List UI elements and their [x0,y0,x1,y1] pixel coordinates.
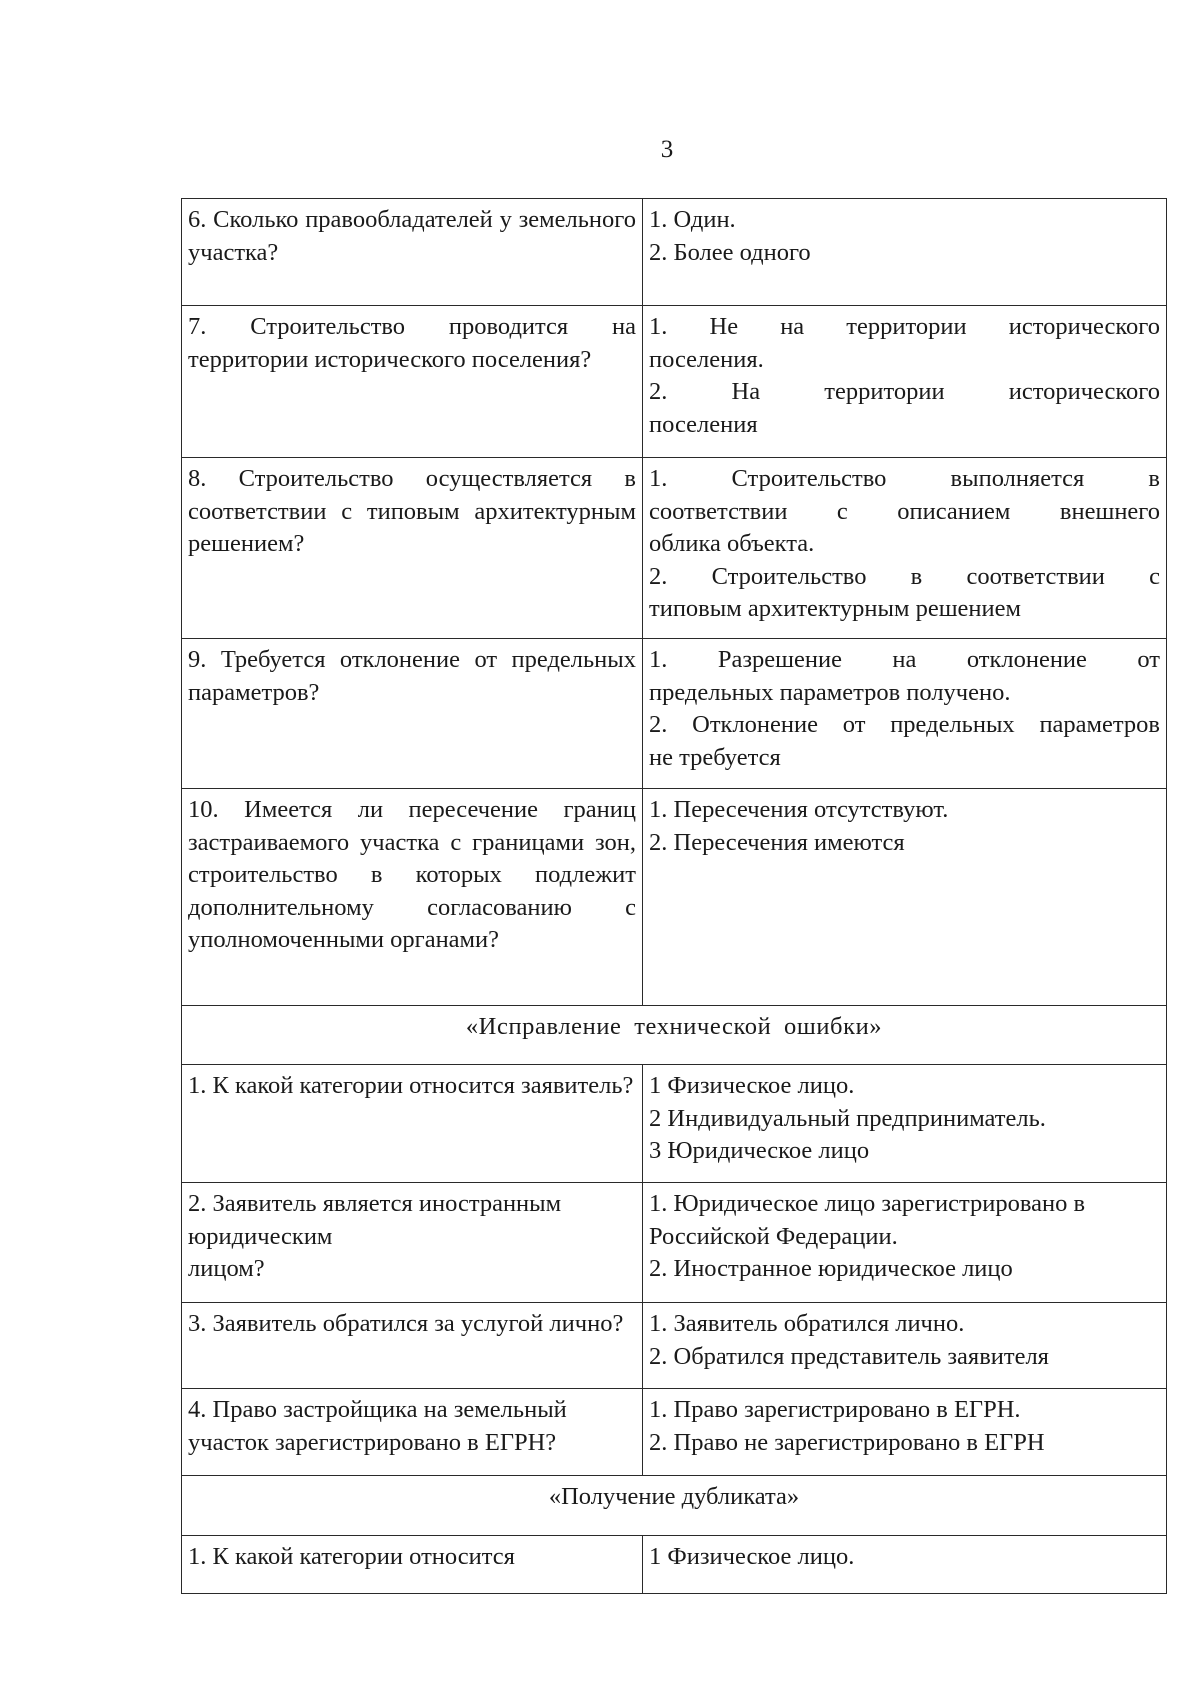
section-header-tech-error: «Исправление технической ошибки» [182,1006,1167,1065]
answer-line: 2. Иностранное юридическое лицо [649,1255,1013,1282]
answer-line: Российской Федерации. [649,1222,898,1250]
answer-cell [643,1389,1167,1476]
answer-line: 1. Разрешение на отклонение от [649,646,1160,673]
table-row [182,1065,1167,1183]
section-row [182,1476,1167,1536]
question-cell: 4. Право застройщика на земельный участок зарегистрировано в ЕГРН? [182,1389,643,1476]
answer-line: 1. Строительство выполняется в [649,465,1160,492]
table-row [182,1536,1167,1594]
question-cell: 7. Строительство проводится на территории исторического поселения? [182,306,643,458]
section-row [182,1006,1167,1065]
question-line: юридическим [188,1222,333,1250]
answer-line: облика объекта. [649,530,815,557]
answer-cell [643,1183,1167,1303]
answer-line: 1 Физическое лицо. [649,1072,855,1099]
question-cell: 8. Строительство осуществляется в соответствии с типовым архитектурным решением? [182,458,643,639]
answer-line: 1. Юридическое лицо зарегистрировано в [649,1190,1086,1217]
answer-line: поселения [649,410,758,438]
section-header-duplicate: «Получение дубликата» [182,1476,1167,1536]
answer-line: 1. Право зарегистрировано в ЕГРН. [649,1396,1021,1423]
questionnaire-table [181,198,1167,1594]
answer-line: 1. Один. [649,206,736,233]
table-row [182,1389,1167,1476]
answer-line: предельных параметров получено. [649,678,1011,706]
answer-cell [643,306,1167,458]
answer-line: 2. Пересечения имеются [649,828,905,856]
answer-line: 2. На территории исторического [649,378,1160,405]
answer-line: 3 Юридическое лицо [649,1137,870,1164]
answer-line: поселения. [649,345,764,373]
answer-line: 2. Обратился представитель заявителя [649,1342,1049,1370]
question-cell: 3. Заявитель обратился за услугой лично? [182,1303,643,1389]
answer-cell [643,1065,1167,1183]
answer-line: 2 Индивидуальный предприниматель. [649,1104,1046,1132]
answer-line: 2. Более одного [649,238,811,266]
question-cell: 1. К какой категории относится заявитель? [182,1065,643,1183]
answer-cell [643,639,1167,789]
answer-line: 1. Пересечения отсутствуют. [649,796,949,823]
table-row [182,306,1167,458]
table-row [182,199,1167,306]
answer-line: типовым архитектурным решением [649,595,1022,622]
answer-cell [643,789,1167,1006]
question-cell [182,1183,643,1303]
table-row [182,789,1167,1006]
answer-cell [643,1303,1167,1389]
question-line: лицом? [188,1255,265,1282]
table-row [182,1303,1167,1389]
answer-line: 2. Право не зарегистрировано в ЕГРН [649,1428,1045,1456]
table-row [182,639,1167,789]
page-number: 3 [660,136,674,163]
table-row [182,458,1167,639]
answer-line: 2. Отклонение от предельных параметров [649,711,1160,738]
question-cell: 1. К какой категории относится [182,1536,643,1594]
answer-cell [643,458,1167,639]
answer-cell [643,199,1167,306]
answer-line: 1 Физическое лицо. [649,1543,855,1570]
answer-line: не требуется [649,743,781,771]
question-cell: 10. Имеется ли пересечение границ застраиваемого участка с границами зон, строительство в которых подлежит дополнительному согласованию с уполномоченными органами? [182,789,643,1006]
answer-cell [643,1536,1167,1594]
question-cell: 9. Требуется отклонение от предельных параметров? [182,639,643,789]
answer-line: соответствии с описанием внешнего [649,497,1160,525]
table-row [182,1183,1167,1303]
answer-line: 2. Строительство в соответствии с [649,562,1160,590]
answer-line: 1. Заявитель обратился лично. [649,1310,965,1337]
question-cell: 6. Сколько правообладателей у земельного участка? [182,199,643,306]
question-line: 2. Заявитель является иностранным [188,1190,562,1217]
answer-line: 1. Не на территории исторического [649,313,1160,340]
